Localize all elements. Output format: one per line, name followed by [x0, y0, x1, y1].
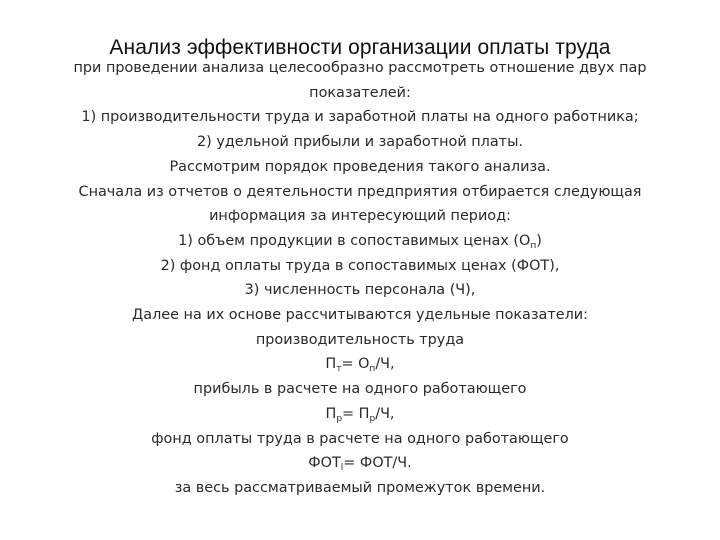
formula-pr-symbol: П	[325, 405, 337, 422]
formula-fot-symbol: ФОТ	[308, 455, 341, 472]
body-line-volume	[50, 229, 670, 254]
formula-profit	[50, 402, 670, 427]
formula-pt-subscript: т	[336, 364, 342, 375]
slide-body	[50, 56, 670, 501]
volume-text: 1) объем продукции в сопоставимых ценах (О	[178, 232, 531, 249]
formula-productivity	[50, 352, 670, 377]
formula-pr-op-subscript: р	[369, 413, 376, 424]
formula-pr-tail: /Ч,	[375, 405, 395, 422]
body-line-procedure: Рассмотрим порядок проведения такого анализа.	[169, 158, 551, 175]
body-line-item-1: 1) производительности труда и заработной платы на одного работника;	[81, 109, 639, 126]
body-line-item-2: 2) удельной прибыли и заработной платы.	[196, 134, 524, 151]
slide-title: Анализ эффективности организации оплаты труда	[109, 36, 611, 59]
body-line-reports: Сначала из отчетов о деятельности предприятия отбирается следующая	[78, 183, 642, 200]
body-line-period-info: информация за интересующий период:	[209, 208, 511, 225]
formula-pt-tail: /Ч,	[375, 356, 395, 373]
formula-pr-subscript: р	[336, 413, 343, 424]
formula-pt-symbol: П	[325, 356, 337, 373]
body-line-intro: при проведении анализа целесообразно рассмотреть отношение двух пар	[73, 60, 647, 76]
body-line-wage-fund: 2) фонд оплаты труда в сопоставимых ценах (ФОТ),	[160, 257, 560, 274]
body-line-period-end: за весь рассматриваемый промежуток времени.	[174, 479, 546, 496]
volume-subscript: п	[530, 240, 537, 251]
body-line-indicators: показателей:	[309, 84, 411, 101]
body-line-profit-label: прибыль в расчете на одного работающего	[193, 381, 527, 398]
formula-pt-equals: = О	[341, 356, 370, 373]
body-line-unit-indicators: Далее на их основе рассчитываются удельные показатели:	[132, 307, 588, 324]
formula-fot-tail: = ФОТ/Ч.	[343, 455, 412, 472]
body-line-productivity-label: производительность труда	[255, 331, 465, 348]
formula-pr-equals: = П	[342, 405, 370, 422]
volume-close: )	[536, 232, 542, 249]
body-line-headcount: 3) численность персонала (Ч),	[244, 282, 476, 299]
body-line-wage-per-worker-label: фонд оплаты труда в расчете на одного работающего	[151, 430, 569, 447]
formula-fot-subscript: l	[340, 463, 344, 474]
formula-wage-per-worker	[50, 451, 670, 476]
formula-pt-op-subscript: п	[369, 364, 376, 375]
